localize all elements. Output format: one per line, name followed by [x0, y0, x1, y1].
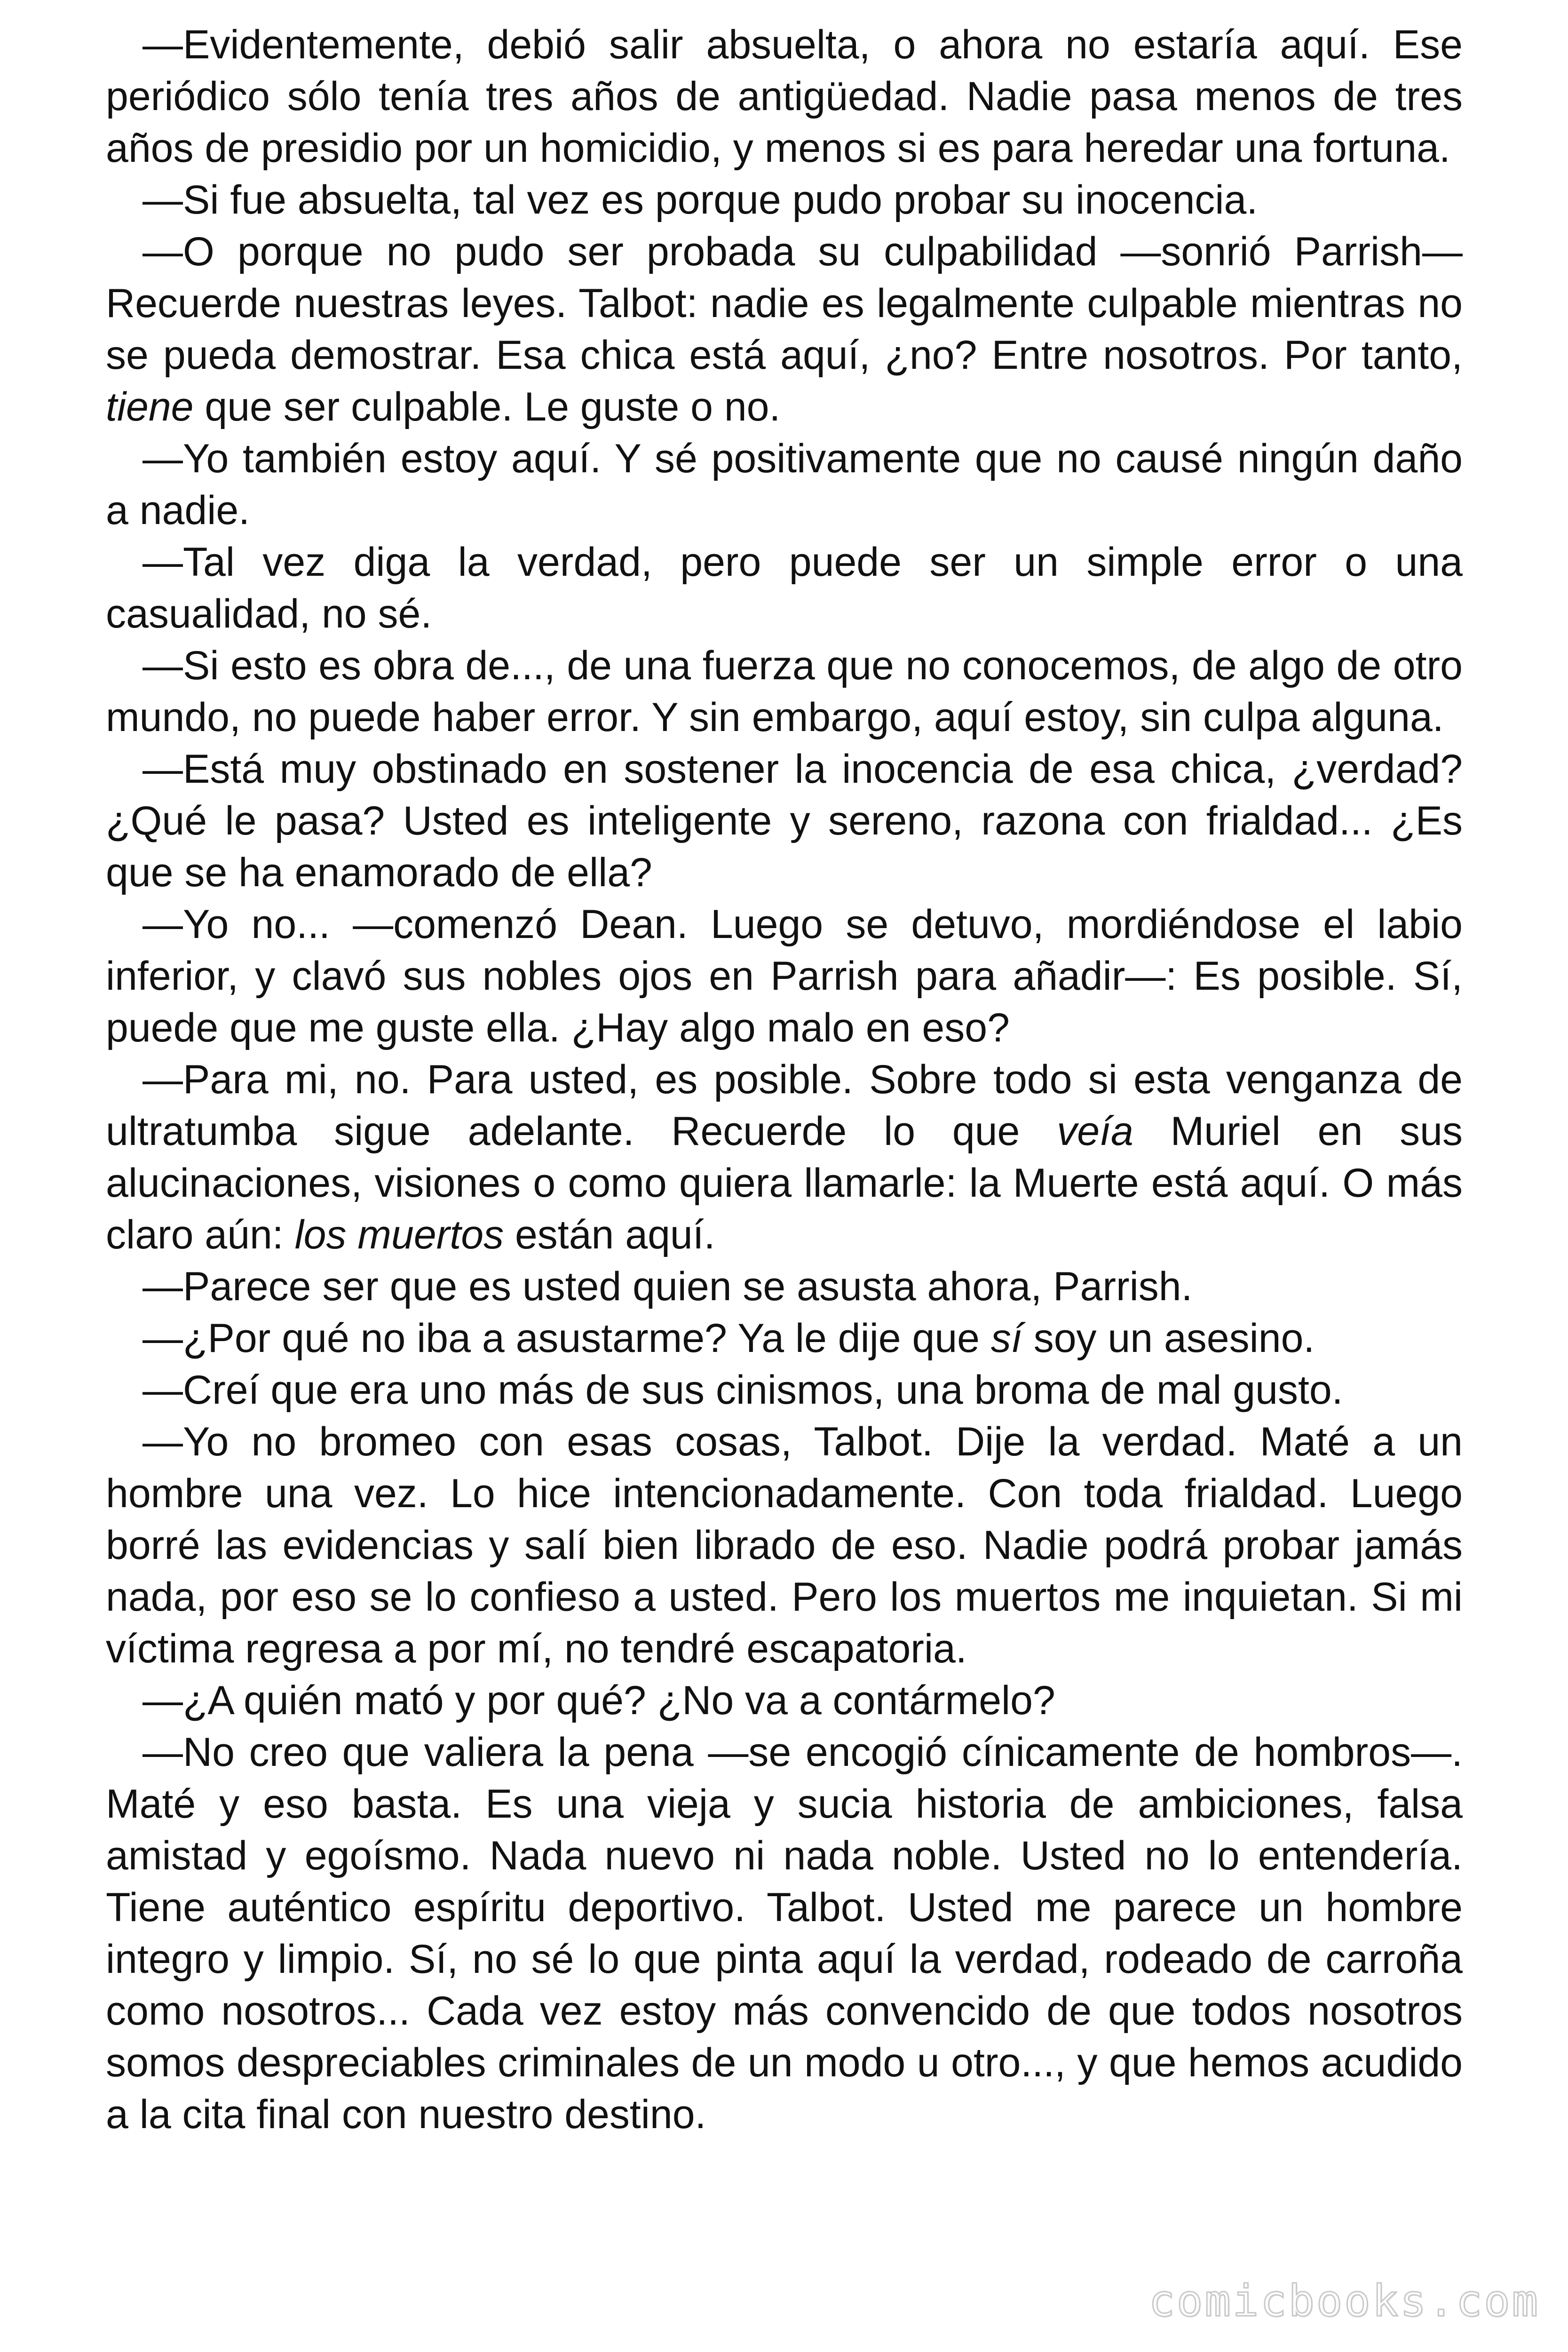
- paragraph: —Tal vez diga la verdad, pero puede ser un simple error o una casualidad, no sé.: [106, 540, 1463, 636]
- paragraph: —Yo no bromeo con esas cosas, Talbot. Dije la verdad. Maté a un hombre una vez. Lo hice intencionadamente. Con toda frialdad. Luego borré las evidencias y salí bien librado de eso. Nadie podrá probar jamás nada, por eso se lo confieso a usted. Pero los muertos me inquietan. Si mi víctima regresa a por mí, no tendré escapatoria.: [106, 1419, 1463, 1671]
- paragraph: —¿A quién mató y por qué? ¿No va a contármelo?: [143, 1678, 1055, 1723]
- italic-emphasis: sí: [990, 1316, 1022, 1361]
- paragraph-text: —O porque no pudo ser probada su culpabilidad —sonrió Parrish— Recuerde nuestras leyes. Talbot: nadie es legalmente culpable mientras no se pueda demostrar. Esa chica está aquí, ¿no? Entre nosotros. Por tanto,: [106, 229, 1463, 378]
- italic-emphasis: tiene: [106, 384, 194, 429]
- paragraph: —Yo no... —comenzó Dean. Luego se detuvo, mordiéndose el labio inferior, y clavó sus nobles ojos en Parrish para añadir—: Es posible. Sí, puede que me guste ella. ¿Hay algo malo en eso?: [106, 902, 1463, 1050]
- paragraph: —Está muy obstinado en sostener la inocencia de esa chica, ¿verdad? ¿Qué le pasa? Usted es inteligente y sereno, razona con frialdad... ¿Es que se ha enamorado de ella?: [106, 747, 1463, 895]
- paragraph-text: Muriel en sus alucinaciones, visiones o como quiera llamarle: la Muerte está aquí. O más claro aún:: [106, 1109, 1463, 1257]
- paragraph: —Parece ser que es usted quien se asusta ahora, Parrish.: [143, 1264, 1193, 1309]
- paragraph: [106, 226, 1463, 433]
- paragraph: —Creí que era uno más de sus cinismos, una broma de mal gusto.: [143, 1367, 1343, 1413]
- document-page: [106, 19, 1463, 2140]
- paragraph: —Evidentemente, debió salir absuelta, o ahora no estaría aquí. Ese periódico sólo tenía tres años de antigüedad. Nadie pasa menos de tres años de presidio por un homicidio, y menos si es para heredar una fortuna.: [106, 22, 1463, 171]
- italic-emphasis: veía: [1057, 1109, 1133, 1154]
- paragraph-text: —¿Por qué no iba a asustarme? Ya le dije que: [143, 1316, 991, 1361]
- paragraph-text: están aquí.: [504, 1212, 715, 1257]
- paragraph: [106, 1312, 1463, 1364]
- paragraph: [106, 1054, 1463, 1261]
- paragraph-text: que ser culpable. Le guste o no.: [193, 384, 781, 429]
- paragraph: —Yo también estoy aquí. Y sé positivamente que no causé ningún daño a nadie.: [106, 436, 1463, 533]
- watermark: comicbooks.com: [1148, 2276, 1540, 2326]
- paragraph: —No creo que valiera la pena —se encogió cínicamente de hombros—. Maté y eso basta. Es una vieja y sucia historia de ambiciones, falsa amistad y egoísmo. Nada nuevo ni nada noble. Usted no lo entendería. Tiene auténtico espíritu deportivo. Talbot. Usted me parece un hombre integro y limpio. Sí, no sé lo que pinta aquí la verdad, rodeado de carroña como nosotros... Cada vez estoy más convencido de que todos nosotros somos despreciables criminales de un modo u otro..., y que hemos acudido a la cita final con nuestro destino.: [106, 1730, 1463, 2137]
- paragraph: —Si fue absuelta, tal vez es porque pudo probar su inocencia.: [143, 177, 1258, 222]
- paragraph-text: —Para mi, no. Para usted, es posible. Sobre todo si esta venganza de ultratumba sigue adelante. Recuerde lo que: [106, 1057, 1463, 1154]
- italic-emphasis: los muertos: [294, 1212, 504, 1257]
- paragraph: —Si esto es obra de..., de una fuerza que no conocemos, de algo de otro mundo, no puede haber error. Y sin embargo, aquí estoy, sin culpa alguna.: [106, 643, 1463, 740]
- paragraph-text: soy un asesino.: [1022, 1316, 1315, 1361]
